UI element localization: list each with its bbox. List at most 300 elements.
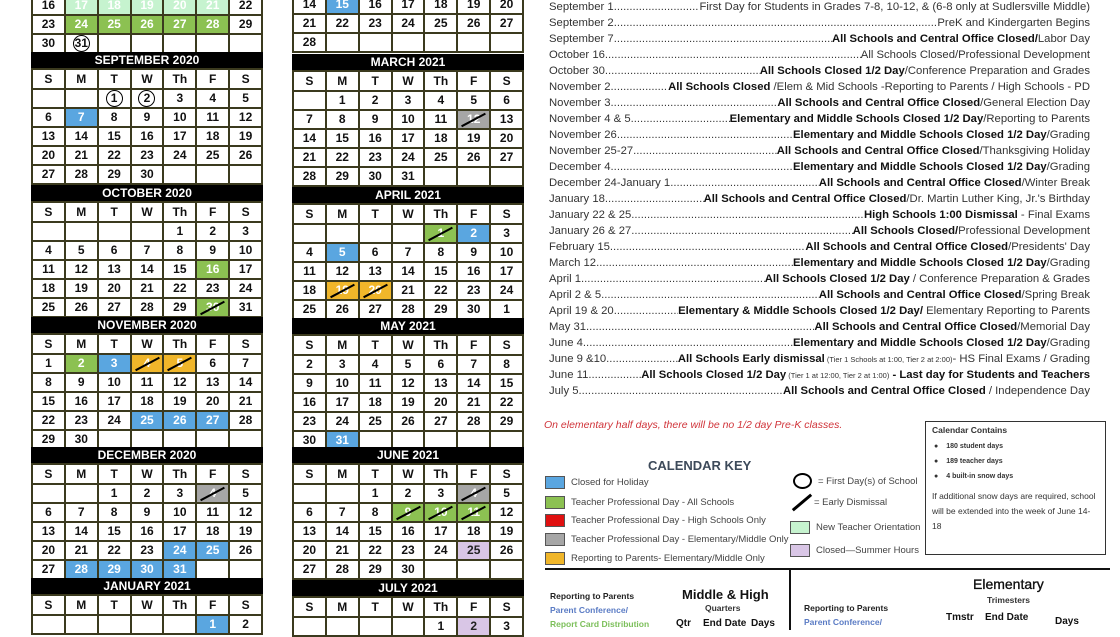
calendar-july-2021: [292, 580, 524, 637]
day-cell: 14: [66, 523, 99, 542]
day-cell: 5: [491, 485, 524, 504]
day-cell: 30: [197, 299, 230, 318]
day-cell: 8: [164, 242, 197, 261]
day-cell: 13: [33, 128, 66, 147]
event-bold: All Schools Closed: [668, 81, 771, 93]
day-cell: 23: [393, 542, 426, 561]
empty-cell: [66, 223, 99, 242]
day-cell: 6: [360, 244, 393, 263]
empty-cell: [294, 92, 327, 111]
day-cell: 28: [197, 16, 230, 35]
weekday-header: Th: [425, 598, 458, 618]
day-cell: 16: [393, 523, 426, 542]
day-cell: 18: [425, 130, 458, 149]
day-cell: 14: [294, 130, 327, 149]
month-title: SEPTEMBER 2020: [31, 52, 263, 68]
key-label: = Early Dismissal: [814, 497, 888, 508]
day-cell: 15: [99, 523, 132, 542]
day-cell: 14: [458, 375, 491, 394]
day-cell: 2: [66, 355, 99, 374]
key-label: New Teacher Orientation: [816, 522, 921, 533]
day-cell: 25: [425, 15, 458, 34]
event-rest: /Winter Break: [1021, 177, 1090, 189]
day-cell: [132, 90, 165, 109]
day-cell: 17: [393, 130, 426, 149]
event-bold: All Schools and Central Office Closed: [777, 97, 981, 109]
event-date: March 12: [549, 257, 597, 269]
calendar-august-2020: [31, 0, 263, 54]
event-row: [549, 335, 1090, 351]
dot-leader: [606, 351, 678, 367]
weekday-header: T: [99, 596, 132, 616]
calendar-march-2021: [292, 54, 524, 187]
day-cell: 3: [425, 485, 458, 504]
day-cell: 24: [66, 16, 99, 35]
elem-col-days: Days: [1055, 616, 1079, 627]
event-bold: All Schools Early dismissal: [677, 353, 825, 365]
weekday-header: T: [99, 465, 132, 485]
weekday-header: W: [132, 70, 165, 90]
event-date: April 1: [549, 273, 582, 285]
day-cell: 22: [360, 542, 393, 561]
event-description: [819, 175, 1090, 191]
event-rest: Elementary Reporting to Parents: [922, 305, 1090, 317]
empty-cell: [132, 223, 165, 242]
key-label: Teacher Professional Day - High Schools Only: [571, 515, 766, 526]
day-cell: 27: [425, 413, 458, 432]
day-cell: 8: [327, 111, 360, 130]
day-cell: 7: [294, 111, 327, 130]
event-description: [819, 287, 1090, 303]
day-cell: 12: [327, 263, 360, 282]
event-row: [549, 223, 1090, 239]
mh-title: Middle & High: [682, 587, 769, 602]
day-cell: 21: [132, 280, 165, 299]
weekday-header: S: [230, 335, 263, 355]
weekday-header: M: [66, 335, 99, 355]
calendar-september-2020: [31, 52, 263, 185]
day-cell: 22: [230, 0, 263, 16]
day-cell: 27: [197, 412, 230, 431]
new-teacher-swatch: [790, 521, 810, 534]
weekday-header: T: [360, 465, 393, 485]
day-cell: 21: [197, 0, 230, 16]
day-cell: 22: [491, 394, 524, 413]
day-cell: 22: [99, 147, 132, 166]
event-description: [765, 271, 1090, 287]
event-bold: All Schools and Central Office Closed: [703, 193, 907, 205]
dot-leader: [581, 271, 765, 287]
day-cell: 19: [327, 282, 360, 301]
event-bold: Elementary and Middle Schools Closed 1/2 Day: [793, 129, 1047, 141]
key-label: Closed for Holiday: [571, 477, 649, 488]
day-cell: 1: [360, 485, 393, 504]
dot-leader: [588, 367, 641, 383]
event-rest: Labor Day: [1037, 33, 1090, 45]
day-cell: 8: [33, 374, 66, 393]
dot-leader: [605, 47, 861, 63]
day-cell: 20: [164, 0, 197, 16]
day-cell: 21: [294, 15, 327, 34]
day-cell: 25: [99, 16, 132, 35]
day-cell: 29: [33, 431, 66, 450]
day-cell: 4: [294, 244, 327, 263]
day-cell: 10: [230, 242, 263, 261]
empty-cell: [294, 225, 327, 244]
weekday-header: W: [132, 465, 165, 485]
event-bold: Elementary and Middle Schools Closed 1/2 Day: [729, 113, 984, 125]
calendar-december-2020: [31, 447, 263, 580]
day-cell: 2: [393, 485, 426, 504]
day-cell: 27: [360, 301, 393, 320]
key-pd-high: [545, 514, 766, 527]
day-cell: 10: [393, 111, 426, 130]
event-description: [641, 367, 1090, 383]
weekday-header: T: [99, 335, 132, 355]
day-cell: 20: [425, 394, 458, 413]
day-cell: 23: [132, 542, 165, 561]
day-cell: 8: [360, 504, 393, 523]
weekday-header: F: [458, 72, 491, 92]
event-description: [777, 143, 1090, 159]
day-cell: 24: [425, 542, 458, 561]
day-cell: 5: [458, 92, 491, 111]
empty-cell: [393, 618, 426, 637]
day-cell: 10: [327, 375, 360, 394]
day-cell: 17: [230, 261, 263, 280]
day-cell: 10: [164, 109, 197, 128]
weekday-header: F: [197, 465, 230, 485]
day-cell: 21: [294, 149, 327, 168]
event-date: December 4: [549, 161, 611, 173]
day-cell: 1: [197, 616, 230, 635]
important-dates-list: [549, 0, 1090, 399]
empty-cell: [425, 34, 458, 53]
dot-leader: [614, 303, 678, 319]
weekday-header: S: [491, 465, 524, 485]
empty-cell: [491, 561, 524, 580]
dot-leader: [611, 95, 778, 111]
event-bold: All Schools and Central Office Closed: [814, 321, 1018, 333]
weekday-header: S: [294, 598, 327, 618]
empty-cell: [33, 616, 66, 635]
weekday-header: T: [360, 598, 393, 618]
month-title: OCTOBER 2020: [31, 185, 263, 201]
day-cell: 20: [33, 147, 66, 166]
dot-leader: [579, 383, 783, 399]
day-cell: 1: [425, 618, 458, 637]
event-row: [549, 47, 1090, 63]
event-bold: High Schools 1:00 Dismissal: [863, 209, 1018, 221]
empty-cell: [491, 34, 524, 53]
month-grid: [31, 0, 263, 54]
event-bold: All Schools Closed 1/2 Day: [641, 369, 787, 381]
elem-reporting-label: Reporting to Parents: [804, 603, 889, 613]
day-cell: 24: [327, 413, 360, 432]
day-cell: 29: [164, 299, 197, 318]
day-cell: 28: [294, 168, 327, 187]
day-cell: 8: [99, 109, 132, 128]
day-cell: 6: [99, 242, 132, 261]
day-cell: 16: [360, 0, 393, 15]
key-summer: [790, 544, 919, 557]
weekday-header: W: [393, 205, 426, 225]
dot-leader: [633, 143, 777, 159]
event-row: [549, 191, 1090, 207]
day-cell: 1: [491, 301, 524, 320]
day-cell: 15: [33, 393, 66, 412]
day-cell: 26: [230, 147, 263, 166]
event-bold: All Schools and Central Office Closed: [818, 289, 1022, 301]
dot-leader: [610, 239, 805, 255]
day-cell: 11: [458, 504, 491, 523]
event-rest: /Grading: [1046, 337, 1090, 349]
day-cell: 23: [294, 413, 327, 432]
weekday-header: S: [230, 465, 263, 485]
weekday-header: T: [99, 203, 132, 223]
empty-cell: [164, 616, 197, 635]
day-cell: 26: [393, 413, 426, 432]
empty-cell: [360, 225, 393, 244]
event-rest: /Spring Break: [1021, 289, 1090, 301]
weekday-header: Th: [164, 335, 197, 355]
day-cell: 15: [164, 261, 197, 280]
day-cell: 12: [164, 374, 197, 393]
weekday-header: S: [294, 336, 327, 356]
dot-leader: [611, 79, 669, 95]
day-cell: 18: [294, 282, 327, 301]
day-cell: 24: [99, 412, 132, 431]
day-cell: 17: [491, 263, 524, 282]
day-cell: 14: [393, 263, 426, 282]
event-rest: / Conference Preparation & Grades: [909, 273, 1090, 285]
holiday-swatch: [545, 476, 565, 489]
day-cell: 17: [327, 394, 360, 413]
elem-col-end-date: End Date: [985, 612, 1029, 623]
day-cell: 16: [360, 130, 393, 149]
event-bold: All Schools Closed/: [852, 225, 959, 237]
event-row: [549, 367, 1090, 383]
day-cell: 9: [393, 504, 426, 523]
empty-cell: [294, 485, 327, 504]
weekday-header: F: [458, 205, 491, 225]
event-date: October 30: [549, 65, 605, 77]
day-cell: 21: [66, 147, 99, 166]
event-rest: /Memorial Day: [1017, 321, 1090, 333]
day-cell: 30: [132, 561, 165, 580]
contains-item: ● 189 teacher days: [934, 458, 1099, 465]
event-rest: Professional Development: [958, 225, 1090, 237]
day-cell: 27: [491, 149, 524, 168]
weekday-header: F: [197, 70, 230, 90]
pd-high-swatch: [545, 514, 565, 527]
dot-leader: [583, 335, 793, 351]
event-description: [793, 127, 1090, 143]
day-cell: 29: [99, 166, 132, 185]
day-cell: 25: [458, 542, 491, 561]
event-description: [678, 351, 1090, 367]
dot-leader: [617, 127, 793, 143]
day-cell: 9: [294, 375, 327, 394]
weekday-header: S: [33, 70, 66, 90]
event-row: [549, 175, 1090, 191]
day-cell: 22: [33, 412, 66, 431]
event-bold: All Schools and Central Office Closed: [782, 385, 986, 397]
day-cell: 12: [230, 109, 263, 128]
day-cell: 13: [33, 523, 66, 542]
event-date: November 2: [549, 81, 611, 93]
empty-cell: [66, 616, 99, 635]
day-cell: 4: [197, 485, 230, 504]
prek-note: On elementary half days, there will be no 1/2 day Pre-K classes.: [544, 419, 843, 431]
weekday-header: S: [491, 598, 524, 618]
weekday-header: M: [327, 205, 360, 225]
weekday-header: Th: [164, 596, 197, 616]
day-cell: 4: [458, 485, 491, 504]
day-cell: 10: [99, 374, 132, 393]
event-date: July 5: [549, 385, 579, 397]
day-cell: 24: [164, 542, 197, 561]
day-cell: 18: [360, 394, 393, 413]
weekday-header: F: [197, 203, 230, 223]
event-rest: /Thanksgiving Holiday: [979, 145, 1090, 157]
weekday-header: M: [66, 70, 99, 90]
weekday-header: M: [327, 465, 360, 485]
empty-cell: [99, 223, 132, 242]
day-cell: 27: [33, 166, 66, 185]
day-cell: 22: [164, 280, 197, 299]
day-cell: 4: [197, 90, 230, 109]
event-date: September 2: [549, 17, 614, 29]
event-rest: - Final Exams: [1017, 209, 1090, 221]
day-cell: 30: [132, 166, 165, 185]
day-cell: 28: [393, 301, 426, 320]
weekday-header: M: [66, 203, 99, 223]
event-rest: /Grading: [1046, 257, 1090, 269]
day-cell: 7: [327, 504, 360, 523]
empty-cell: [33, 485, 66, 504]
slash-icon: [792, 494, 812, 512]
day-cell: 12: [458, 111, 491, 130]
calendar-june-2021: [292, 447, 524, 580]
day-cell: 14: [230, 374, 263, 393]
event-date: October 16: [549, 49, 605, 61]
weekday-header: W: [393, 598, 426, 618]
day-cell: 7: [132, 242, 165, 261]
day-cell: 2: [294, 356, 327, 375]
day-cell: 28: [66, 166, 99, 185]
key-first-day: [793, 473, 918, 489]
day-cell: 3: [99, 355, 132, 374]
month-grid: [31, 333, 263, 450]
event-rest: First Day for Students in Grades 7-8, 10-12, & (6-8 only at Sudlersville Middle): [699, 1, 1090, 13]
dot-leader: [614, 15, 938, 31]
day-cell: 28: [294, 34, 327, 53]
day-cell: 23: [132, 147, 165, 166]
day-cell: 7: [458, 356, 491, 375]
day-cell: 21: [327, 542, 360, 561]
key-new-teacher: [790, 521, 920, 534]
calendar-november-2020: [31, 317, 263, 450]
key-label: Teacher Professional Day - Elementary/Middle Only: [571, 534, 789, 545]
event-rest: All Schools Closed/Professional Development: [860, 49, 1090, 61]
empty-cell: [164, 166, 197, 185]
weekday-header: S: [294, 205, 327, 225]
day-cell: 25: [197, 147, 230, 166]
event-description: [760, 63, 1090, 79]
day-cell: 26: [327, 301, 360, 320]
day-cell: 6: [491, 92, 524, 111]
mh-col-end-date: End Date: [703, 618, 747, 629]
day-cell: 18: [99, 0, 132, 16]
circled-day: 31: [74, 36, 88, 50]
day-cell: 10: [164, 504, 197, 523]
dot-leader: [605, 63, 760, 79]
day-cell: 2: [360, 92, 393, 111]
elem-subtitle: Trimesters: [987, 595, 1030, 605]
month-grid: [292, 463, 524, 580]
day-cell: 3: [491, 225, 524, 244]
event-bold: All Schools Closed 1/2 Day: [764, 273, 910, 285]
reporting-swatch: [545, 552, 565, 565]
event-bold: All Schools and Central Office Closed: [776, 145, 980, 157]
event-row: [549, 351, 1090, 367]
pd-elem-swatch: [545, 533, 565, 546]
weekday-header: Th: [164, 70, 197, 90]
summer-swatch: [790, 544, 810, 557]
empty-cell: [230, 166, 263, 185]
key-label: Teacher Professional Day - All Schools: [571, 497, 735, 508]
month-title: JANUARY 2021: [31, 578, 263, 594]
day-cell: 15: [327, 0, 360, 15]
day-cell: 18: [458, 523, 491, 542]
month-grid: [292, 203, 524, 320]
weekday-header: W: [393, 465, 426, 485]
day-cell: 1: [327, 92, 360, 111]
event-bold: Elementary and Middle Schools Closed 1/2 Day: [793, 161, 1047, 173]
mh-col-days: Days: [751, 618, 775, 629]
key-pd-all: [545, 496, 734, 509]
day-cell: 17: [393, 0, 426, 15]
day-cell: 6: [33, 504, 66, 523]
calendar-april-2021: [292, 187, 524, 320]
day-cell: 3: [491, 618, 524, 637]
event-row: [549, 143, 1090, 159]
day-cell: 21: [458, 394, 491, 413]
empty-cell: [458, 34, 491, 53]
day-cell: 12: [393, 375, 426, 394]
empty-cell: [327, 485, 360, 504]
month-title: JULY 2021: [292, 580, 524, 596]
day-cell: 23: [458, 282, 491, 301]
event-rest: /Conference Preparation and Grades: [904, 65, 1090, 77]
mh-conference-label: Parent Conference/: [550, 605, 628, 615]
month-title: APRIL 2021: [292, 187, 524, 203]
day-cell: 20: [99, 280, 132, 299]
event-date: April 19 & 20: [549, 305, 614, 317]
day-cell: 27: [33, 561, 66, 580]
day-cell: 30: [33, 35, 66, 54]
empty-cell: [66, 90, 99, 109]
mh-report-card-label: Report Card Distribution: [550, 619, 650, 629]
circled-day: 1: [106, 90, 123, 107]
weekday-header: T: [99, 70, 132, 90]
day-cell: 19: [458, 0, 491, 15]
event-description: [793, 255, 1090, 271]
pd-all-swatch: [545, 496, 565, 509]
weekday-header: Th: [425, 336, 458, 356]
day-cell: 6: [294, 504, 327, 523]
